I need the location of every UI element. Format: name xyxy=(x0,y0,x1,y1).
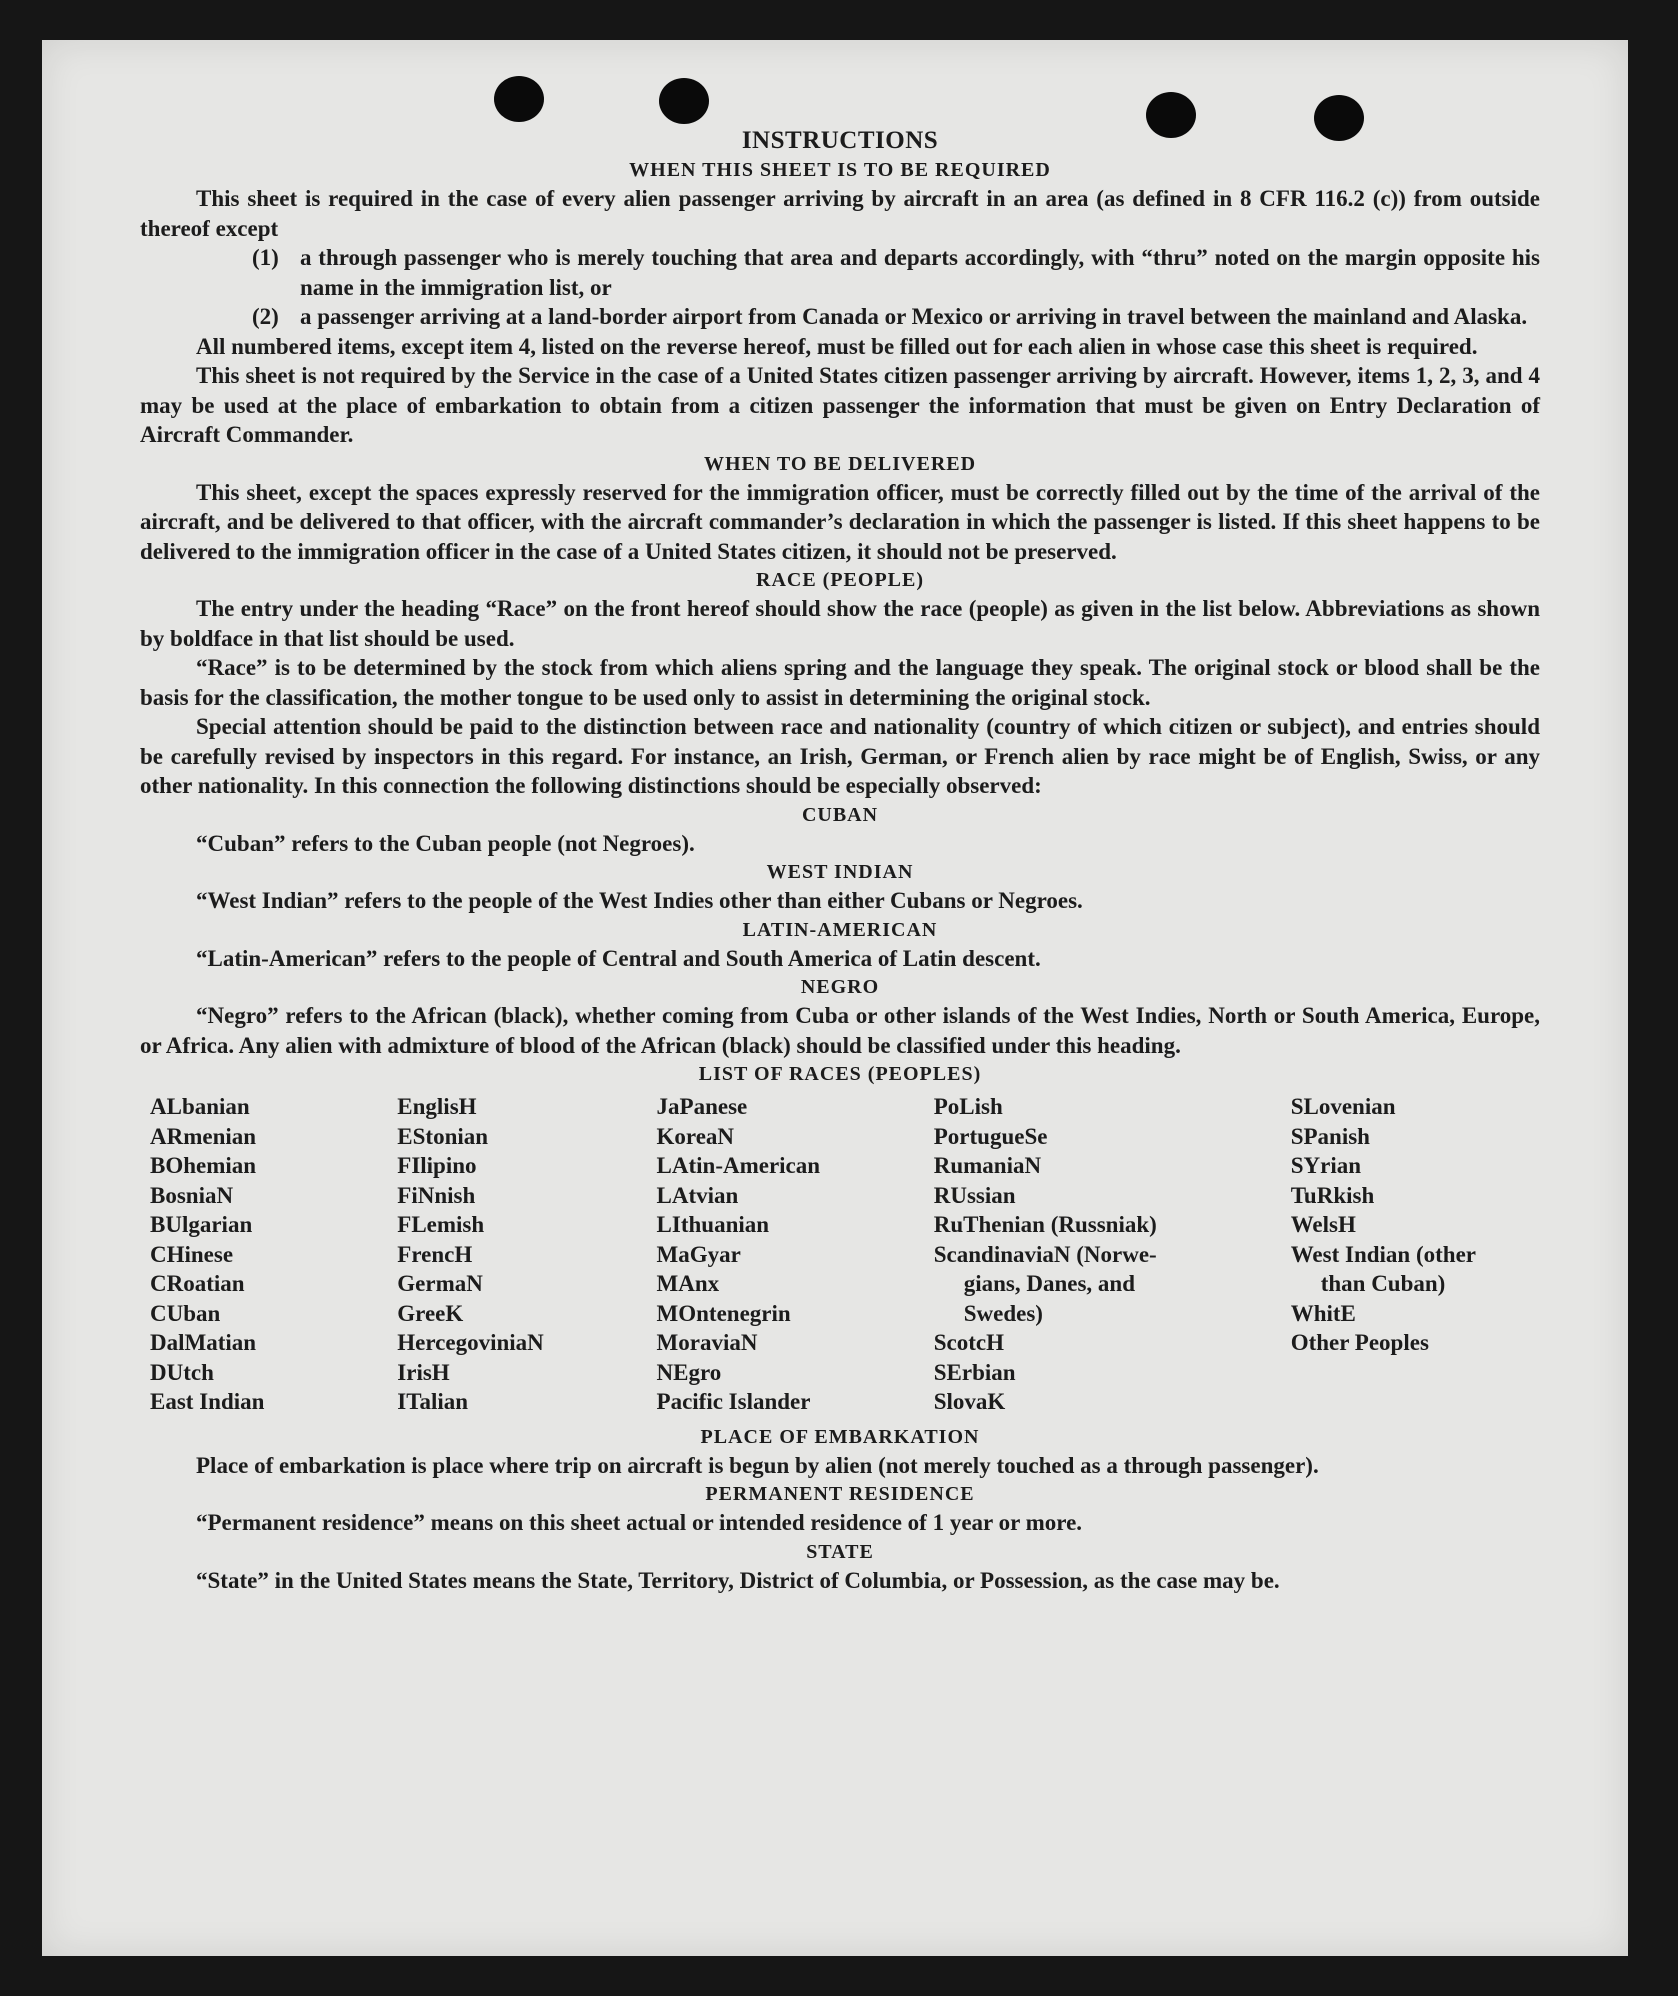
race-entry: ITalian xyxy=(397,1389,469,1414)
paragraph-cuban: “Cuban” refers to the Cuban people (not Negroes). xyxy=(196,830,695,856)
heading-latin-american: LATIN-AMERICAN xyxy=(742,918,938,941)
race-entry: BOhemian xyxy=(150,1153,257,1178)
paragraph-when-delivered: This sheet, except the spaces expressly reserved for the immigration officer, must be correctly filled out by the time of the arrival of the aircraft, and be delivered to that officer, with the aircraft commander’s declaration in which the passenger is listed. If this sheet happens to be delivered to the immigration officer in the case of a United States citizen, it should not be preserved. xyxy=(140,479,1540,564)
race-entry: GermaN xyxy=(397,1271,483,1296)
race-entry: than Cuban) xyxy=(1320,1271,1446,1296)
races-column-4 xyxy=(934,1092,1291,1417)
paragraph-residence: “Permanent residence” means on this sheet actual or intended residence of 1 year or more. xyxy=(196,1510,1083,1535)
heading-when-delivered: WHEN TO BE DELIVERED xyxy=(703,452,977,475)
race-entry: LAtvian xyxy=(656,1182,739,1208)
race-entry: Pacific Islander xyxy=(656,1389,811,1414)
heading-west-indian: WEST INDIAN xyxy=(766,861,914,883)
race-entry: SErbian xyxy=(933,1359,1016,1385)
heading-list-of-races: LIST OF RACES (PEOPLES) xyxy=(698,1063,982,1085)
item-text: a passenger arriving at a land-border airport from Canada or Mexico or arriving in travel between the mainland and Alaska. xyxy=(300,304,1528,329)
race-entry: FLemish xyxy=(397,1212,485,1237)
paragraph-state: “State” in the United States means the State, Territory, District of Columbia, or Possession, as the case may be. xyxy=(196,1567,1280,1593)
race-entry: BUlgarian xyxy=(150,1212,253,1237)
race-entry: RumaniaN xyxy=(933,1153,1042,1178)
instructions-content xyxy=(140,126,1540,1595)
heading-state: STATE xyxy=(806,1540,874,1563)
item-number: (1) xyxy=(252,245,279,270)
paragraph-citizen-passenger: This sheet is not required by the Service in the case of a United States citizen passenger arriving by aircraft. However, items 1, 2, 3, and 4 may be used at the place of embarkation to obtain from a citizen passenger the information that must be given on Entry Declaration of Aircraft Commander. xyxy=(140,363,1540,447)
race-entry: MaGyar xyxy=(656,1241,741,1267)
races-column-1 xyxy=(140,1092,397,1417)
race-entry: CUban xyxy=(150,1300,221,1326)
races-column-2 xyxy=(397,1092,656,1417)
race-entry: CRoatian xyxy=(150,1271,245,1296)
paragraph-race-2: “Race” is to be determined by the stock from which aliens spring and the language they speak. The original stock or blood shall be the basis for the classification, the mother tongue to be used only to assist in determining the original stock. xyxy=(140,655,1540,710)
paragraph-race-1: The entry under the heading “Race” on the front hereof should show the race (people) as given in the list below. Abbreviations as shown by boldface in that list should be used. xyxy=(140,596,1540,651)
paragraph-west-indian: “West Indian” refers to the people of the West Indies other than either Cubans or Negroes. xyxy=(196,888,1083,913)
race-entry: MOntenegrin xyxy=(656,1300,791,1326)
heading-when-required: WHEN THIS SHEET IS TO BE REQUIRED xyxy=(629,159,1051,181)
paragraph-embarkation: Place of embarkation is place where trip on aircraft is begun by alien (not merely touched as a through passenger). xyxy=(196,1452,1319,1478)
race-entry: SYrian xyxy=(1290,1153,1361,1178)
heading-residence: PERMANENT RESIDENCE xyxy=(705,1483,975,1505)
race-entry: ARmenian xyxy=(150,1123,257,1149)
race-entry: JaPanese xyxy=(656,1094,748,1119)
race-entry: gians, Danes, and xyxy=(963,1271,1136,1296)
race-entry: LAtin-American xyxy=(656,1153,821,1178)
race-entry: Swedes) xyxy=(963,1300,1043,1326)
race-entry: LIthuanian xyxy=(656,1212,770,1237)
race-entry: East Indian xyxy=(150,1389,265,1414)
race-entry: SLovenian xyxy=(1290,1094,1396,1119)
race-entry: MoraviaN xyxy=(656,1330,758,1355)
punch-hole xyxy=(494,76,544,122)
race-entry: EnglisH xyxy=(397,1094,477,1119)
race-entry: GreeK xyxy=(397,1300,464,1326)
race-entry: ALbanian xyxy=(150,1094,250,1119)
race-entry: WelsH xyxy=(1290,1212,1356,1237)
race-entry: FIlipino xyxy=(397,1153,477,1178)
race-entry: ScandinaviaN (Norwe- xyxy=(933,1241,1157,1267)
race-entry: PoLish xyxy=(933,1094,1003,1119)
race-entry: FiNnish xyxy=(397,1182,476,1208)
paragraph-when-required-intro: This sheet is required in the case of every alien passenger arriving by aircraft in an area (as defined in 8 CFR 116.2 (c)) from outside thereof except xyxy=(140,186,1540,241)
list-item xyxy=(140,302,1540,332)
item-text: a through passenger who is merely touching that area and departs accordingly, with “thru” noted on the margin opposite his name in the immigration list, or xyxy=(300,245,1540,300)
heading-embarkation: PLACE OF EMBARKATION xyxy=(700,1425,980,1448)
race-entry: NEgro xyxy=(656,1359,722,1385)
race-entry: EStonian xyxy=(397,1123,489,1149)
race-entry: CHinese xyxy=(150,1241,234,1267)
page-title: INSTRUCTIONS xyxy=(741,127,939,154)
races-column-3 xyxy=(657,1092,934,1417)
paragraph-numbered-items: All numbered items, except item 4, listed on the reverse hereof, must be filled out for each alien in whose case this sheet is required. xyxy=(196,333,1478,359)
heading-negro: NEGRO xyxy=(800,976,880,998)
race-entry: FrencH xyxy=(397,1241,473,1267)
punch-hole xyxy=(659,78,709,124)
race-entry: IrisH xyxy=(397,1359,450,1385)
list-item xyxy=(140,243,1540,302)
race-entry: RUssian xyxy=(933,1182,1016,1208)
race-entry: Other Peoples xyxy=(1290,1330,1429,1355)
race-entry: HercegoviniaN xyxy=(397,1330,544,1355)
races-list xyxy=(140,1092,1540,1417)
item-number: (2) xyxy=(252,304,279,329)
race-entry: TuRkish xyxy=(1290,1182,1375,1208)
race-entry: SlovaK xyxy=(933,1389,1006,1414)
race-entry: DalMatian xyxy=(150,1330,257,1355)
race-entry: BosniaN xyxy=(150,1182,234,1208)
race-entry: SPanish xyxy=(1290,1123,1370,1149)
document-sheet xyxy=(42,40,1628,1956)
paragraph-negro: “Negro” refers to the African (black), whether coming from Cuba or other islands of the West Indies, North or South America, Europe, or Africa. Any alien with admixture of blood of the African (black) should be classified under this heading. xyxy=(140,1003,1540,1058)
heading-cuban: CUBAN xyxy=(801,803,879,826)
paragraph-latin-american: “Latin-American” refers to the people of Central and South America of Latin descent. xyxy=(196,945,1041,971)
race-entry: DUtch xyxy=(150,1359,214,1385)
race-entry: KoreaN xyxy=(656,1123,735,1149)
heading-race: RACE (PEOPLE) xyxy=(756,569,924,591)
races-column-5 xyxy=(1291,1092,1540,1417)
race-entry: RuThenian (Russniak) xyxy=(933,1212,1157,1237)
race-entry: WhitE xyxy=(1290,1300,1356,1326)
paragraph-race-3: Special attention should be paid to the distinction between race and nationality (country of which citizen or subject), and entries should be carefully revised by inspectors in this regard. For instance, an Irish, German, or French alien by race might be of English, Swiss, or any other nationality. In this connection the following distinctions should be especially observed: xyxy=(140,714,1540,798)
race-entry: MAnx xyxy=(656,1271,720,1296)
race-entry: West Indian (other xyxy=(1290,1241,1476,1267)
race-entry: PortugueSe xyxy=(933,1123,1048,1149)
race-entry: ScotcH xyxy=(933,1330,1004,1355)
